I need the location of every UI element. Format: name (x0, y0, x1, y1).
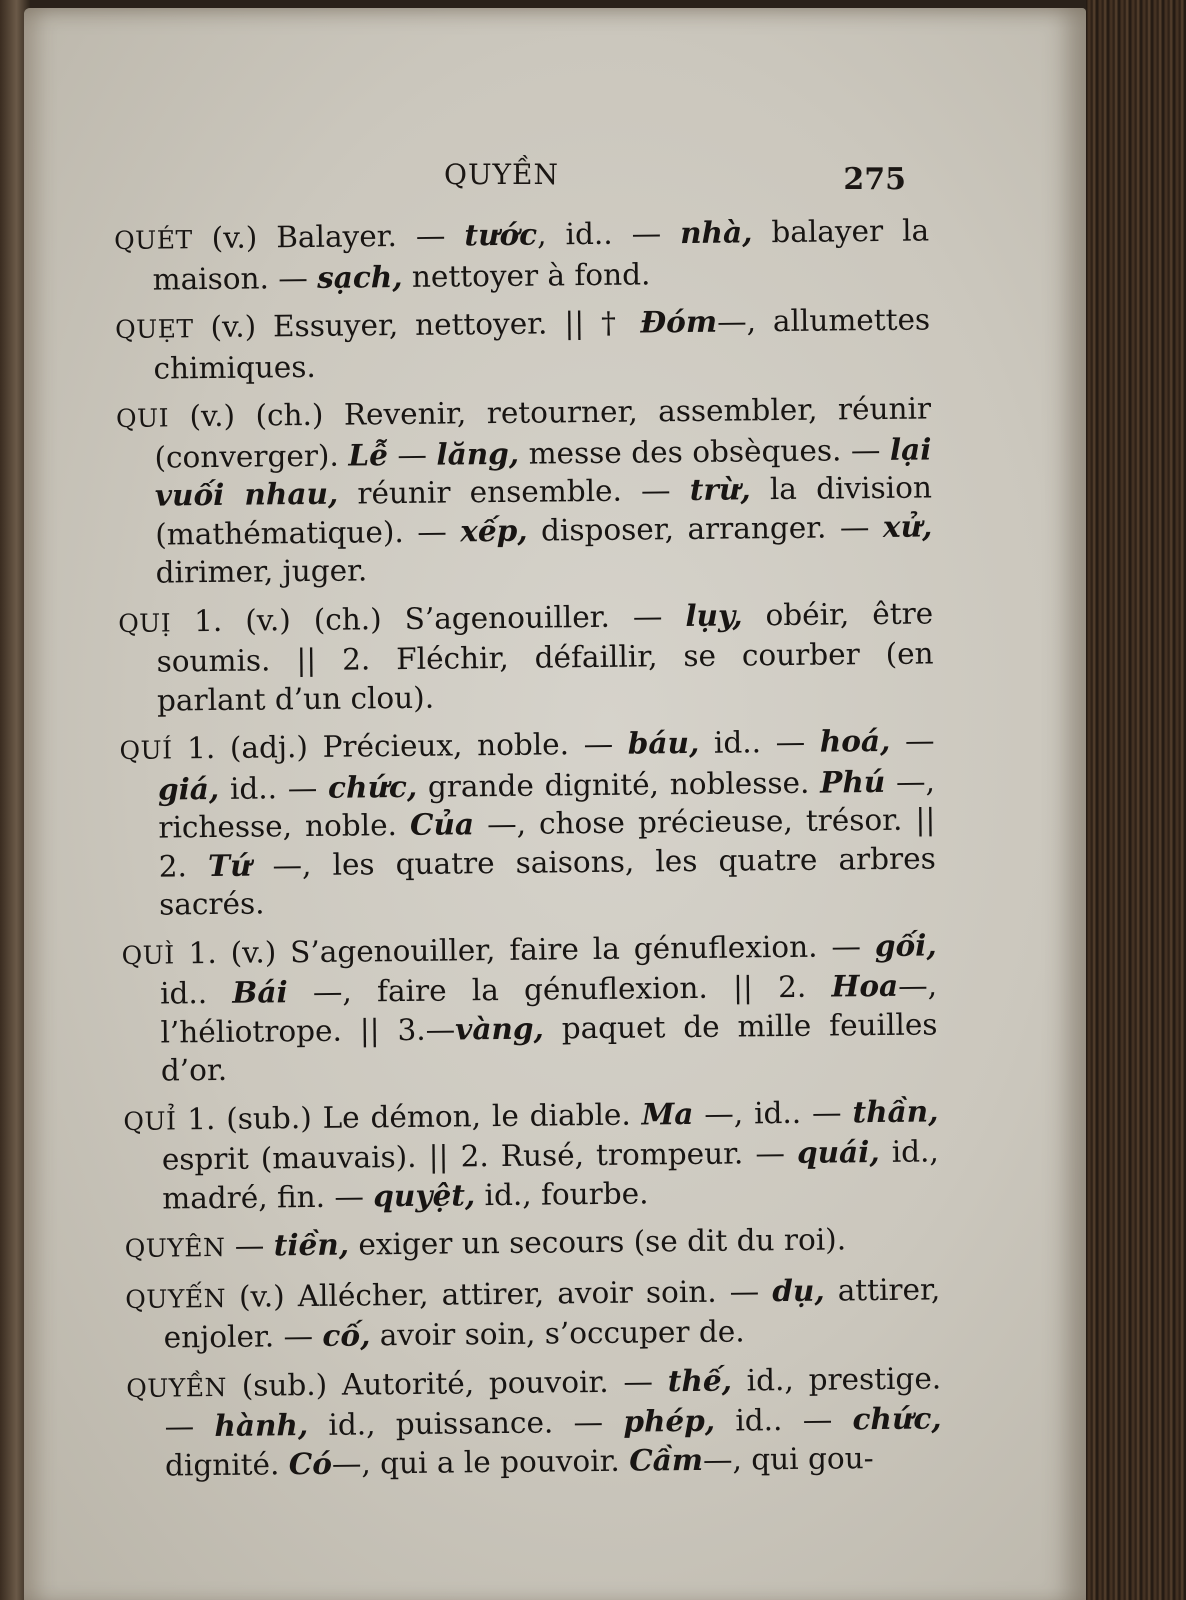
dictionary-entry (116, 389, 933, 592)
vietnamese-term: thế, (667, 1362, 733, 1398)
dictionary-entry (114, 211, 930, 299)
vietnamese-term: Lễ (348, 436, 389, 473)
dictionary-entry (126, 1359, 942, 1485)
vietnamese-term: quyệt, (373, 1176, 476, 1213)
dictionary-page (24, 8, 1086, 1600)
vietnamese-term: xử, (882, 507, 933, 544)
vietnamese-term: lăng, (436, 435, 520, 472)
entry-headword: QUÉT (114, 225, 193, 255)
definition-text: — (225, 1228, 274, 1263)
vietnamese-term: Đóm (640, 303, 718, 340)
vietnamese-term: lại vuối nhau, (154, 430, 932, 513)
vietnamese-term: Bái (232, 974, 288, 1010)
definition-text: —, faire la génuflexion. || 2. (287, 969, 832, 1010)
running-head (24, 158, 1086, 198)
entry-headword: QUỊ (118, 607, 172, 638)
definition-text: balayer la maison. — (152, 213, 930, 297)
definition-text: —, qui gou- (702, 1440, 874, 1477)
definition-text: —, l’héliotrope. || 3.— (160, 968, 938, 1050)
entry-headword: QUYỀN (126, 1372, 228, 1403)
vietnamese-term: Hoa (831, 967, 899, 1004)
entry-headword: QUẸT (114, 314, 194, 344)
definition-text: id.. — (699, 724, 820, 760)
definition-text: id.. (159, 975, 233, 1011)
vietnamese-term: chức, (327, 768, 418, 805)
definition-text: 1. (v.) (ch.) S’agenouiller. — (170, 598, 686, 638)
vietnamese-term: Ma (641, 1095, 694, 1132)
definition-text: — (387, 437, 437, 472)
definition-text: id.. — (714, 1402, 853, 1438)
dictionary-entry (123, 1092, 939, 1218)
vietnamese-term: hoá, (819, 722, 891, 759)
vietnamese-term: chức, (852, 1400, 942, 1437)
definition-text: 1. (adj.) Précieux, noble. — (172, 726, 628, 766)
vietnamese-term: Của (409, 806, 475, 842)
entry-headword: QUÌ (121, 939, 175, 970)
definition-text: (v.) Allécher, attirer, avoir soin. — (225, 1273, 773, 1314)
entry-headword: QUYÊN (124, 1232, 226, 1263)
vietnamese-term: vàng, (455, 1010, 544, 1046)
running-head-word: QUYỀN (444, 158, 559, 191)
definition-text: dignité. (164, 1446, 289, 1483)
definition-text: id., puissance. — (307, 1404, 624, 1443)
definition-text: (v.) Essuyer, nettoyer. || † (193, 305, 641, 345)
vietnamese-term: thần, (852, 1092, 939, 1129)
definition-text: —, chose précieuse, trésor. || 2. (158, 802, 936, 884)
definition-text: paquet de mille feuilles d’or. (160, 1006, 938, 1088)
vietnamese-term: phép, (623, 1402, 716, 1439)
dictionary-entry (115, 300, 931, 388)
entry-list (114, 211, 942, 1494)
definition-text: obéir, être soumis. || 2. Fléchir, défaillir, se courber (en parlant d’un clou). (156, 595, 934, 718)
definition-text: —, id.. — (693, 1094, 853, 1131)
vietnamese-term: lụy, (685, 596, 743, 633)
definition-text: exiger un secours (se dit du roi). (348, 1222, 847, 1262)
vietnamese-term: trừ, (689, 471, 751, 507)
definition-text: id., madré, fin. — (162, 1134, 939, 1216)
definition-text: nettoyer à fond. (402, 256, 651, 294)
vietnamese-term: nhà, (679, 214, 753, 251)
definition-text: la division (mathématique). — (155, 470, 933, 552)
definition-text: (v.) Balayer. — (192, 218, 465, 256)
definition-text: —, qui a le pouvoir. (331, 1443, 630, 1481)
vietnamese-term: tước (464, 216, 538, 253)
dictionary-entry (118, 594, 934, 720)
vietnamese-term: hành, (214, 1407, 309, 1444)
vietnamese-term: xếp, (460, 512, 528, 548)
definition-text: id.. — (218, 770, 329, 806)
dictionary-entry (121, 926, 938, 1091)
definition-text: id., prestige. — (164, 1360, 942, 1444)
vietnamese-term: Tứ (207, 847, 252, 883)
definition-text: 1. (v.) S’agenouiller, faire la génuflexion. — (174, 928, 876, 970)
dictionary-entry (119, 721, 936, 924)
vietnamese-term: dụ, (772, 1272, 825, 1308)
vietnamese-term: Có (288, 1445, 333, 1481)
vietnamese-term: báu, (627, 724, 700, 761)
vietnamese-term: Phú (819, 763, 886, 800)
definition-text: 1. (sub.) Le démon, le diable. (176, 1097, 642, 1136)
definition-text: esprit (mauvais). || 2. Rusé, trompeur. — (161, 1135, 798, 1177)
definition-text: —, allumettes chimiques. (153, 302, 931, 386)
vietnamese-term: gối, (874, 926, 937, 963)
vietnamese-term: giá, (157, 770, 220, 807)
definition-text: (v.) (ch.) Revenir, retourner, assembler, réunir (converger). (154, 391, 932, 475)
dictionary-entry (125, 1219, 940, 1268)
definition-text: (sub.) Autorité, pouvoir. — (226, 1363, 668, 1403)
definition-text: réunir ensemble. — (338, 472, 690, 511)
definition-text: attirer, enjoler. — (163, 1271, 941, 1355)
definition-text: grande dignité, noblesse. (416, 765, 821, 804)
definition-text: — (890, 723, 935, 758)
definition-text: disposer, arranger. — (527, 509, 884, 548)
definition-text: —, richesse, noble. (158, 763, 936, 845)
dictionary-entry (125, 1270, 941, 1358)
entry-headword: QUÍ (119, 735, 173, 765)
vietnamese-term: sạch, (316, 258, 403, 295)
definition-text: messe des obsèques. — (518, 432, 891, 471)
definition-text: id., fourbe. (475, 1175, 649, 1212)
definition-text: , id.. — (536, 216, 681, 252)
entry-headword: QUYẾN (125, 1283, 227, 1314)
vietnamese-term: cố, (322, 1317, 371, 1353)
vietnamese-term: tiền, (273, 1226, 350, 1263)
entry-headword: QUỈ (123, 1105, 177, 1136)
book-fore-edge (1086, 0, 1186, 1600)
page-number: 275 (843, 162, 906, 197)
definition-text: —, les quatre saisons, les quatre arbres sacrés. (158, 840, 936, 922)
entry-headword: QUI (115, 403, 170, 433)
vietnamese-term: quái, (796, 1134, 880, 1170)
definition-text: dirimer, juger. (155, 553, 368, 590)
vietnamese-term: Cầm (629, 1441, 704, 1478)
definition-text: avoir soin, s’occuper de. (370, 1314, 745, 1353)
